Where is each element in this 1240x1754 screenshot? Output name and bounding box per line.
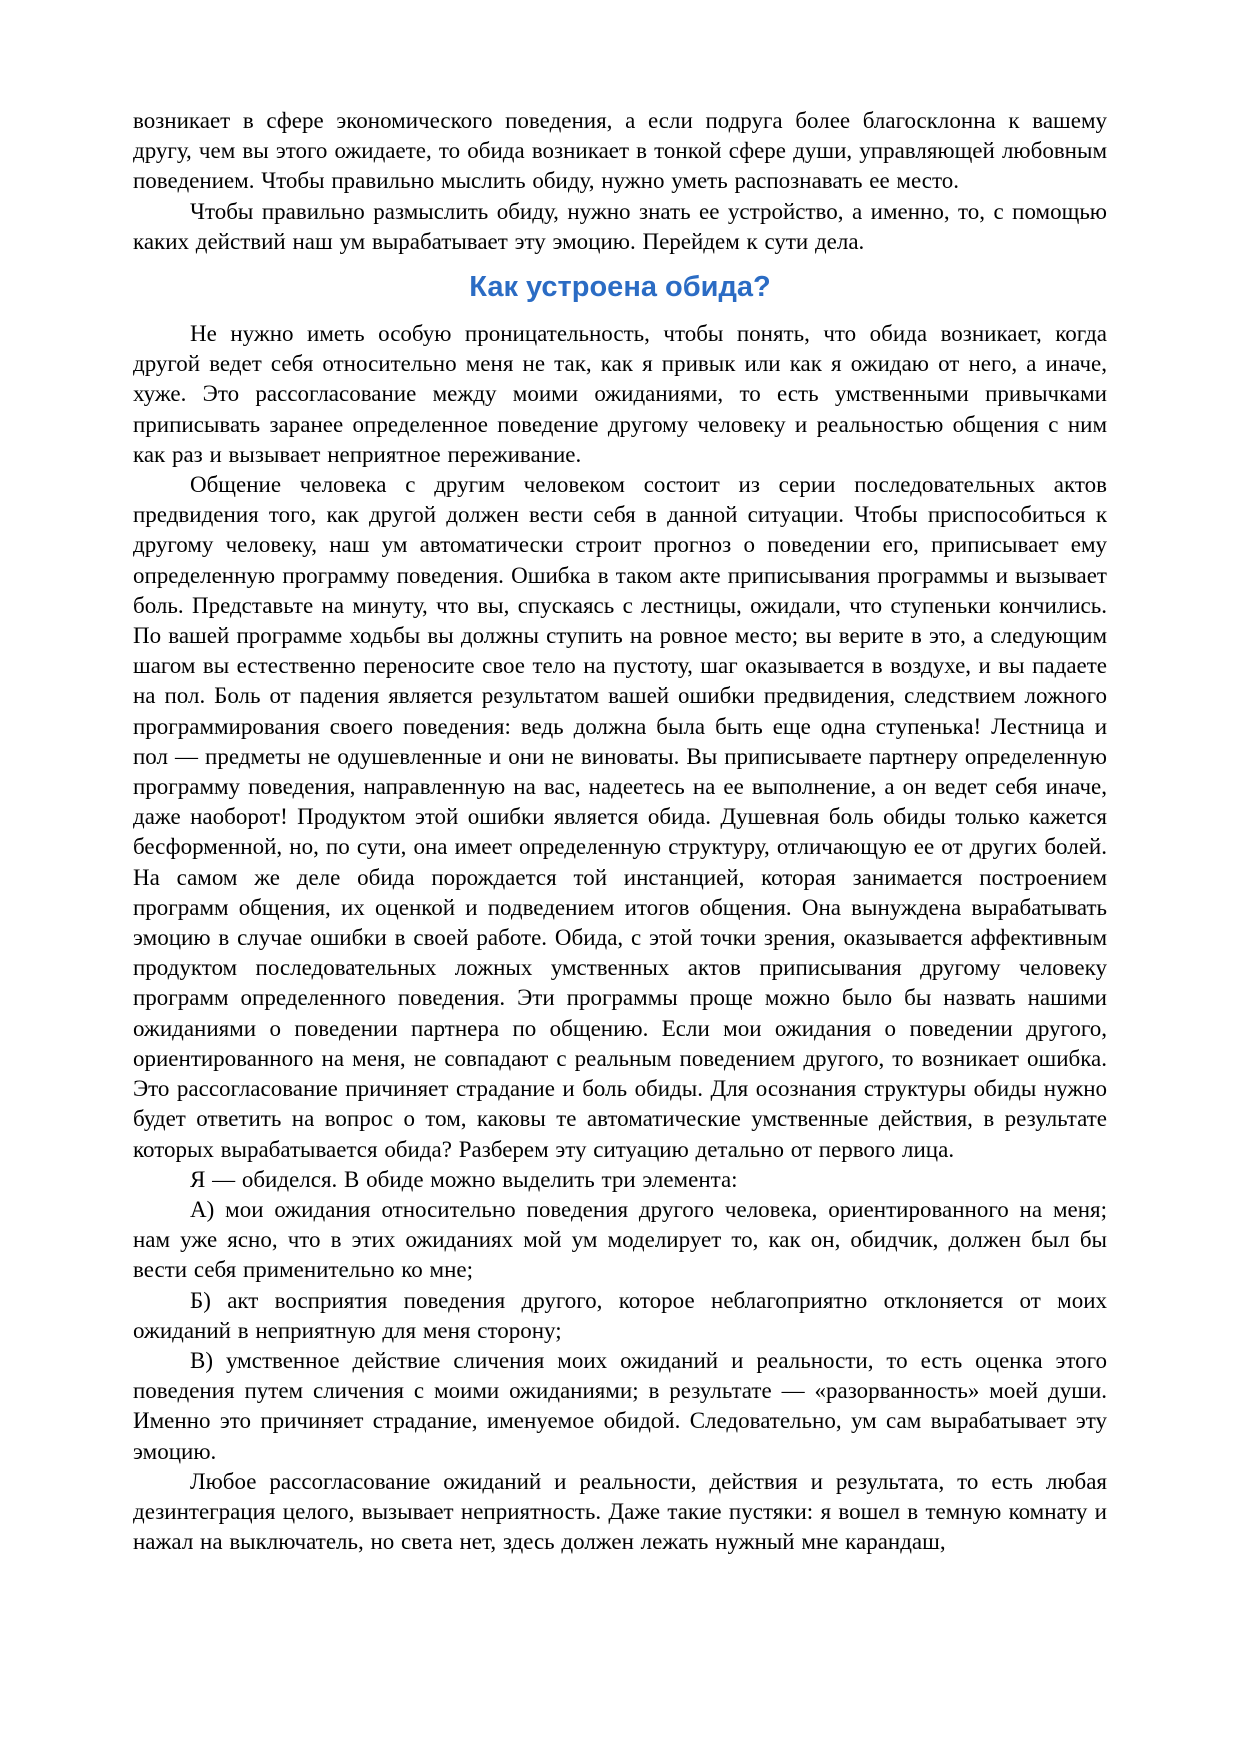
paragraph: Не нужно иметь особую проницательность, чтобы понять, что обида возникает, когда другой ведет себя относительно меня не так, как я привык или как я ожидаю от него, а иначе, хуже. Это рассогласование между моими ожиданиями, то есть умственными привычками приписывать заранее определенное поведение другому человеку и реальностью общения с ним как раз и вызывает неприятное переживание. (133, 321, 1107, 467)
paragraph-continuation: возникает в сфере экономического поведения, а если подруга более благосклонна к вашему другу, чем вы этого ожидаете, то обида возникает в тонкой сфере души, управляющей любовным поведением. Чтобы правильно мыслить обиду, нужно уметь распознавать ее место. (133, 108, 1107, 194)
paragraph: Любое рассогласование ожиданий и реальности, действия и результата, то есть любая дезинтеграция целого, вызывает неприятность. Даже такие пустяки: я вошел в темную комнату и нажал на выключатель, но света нет, здесь должен лежать нужный мне карандаш, (133, 1468, 1107, 1555)
paragraph-item-b: Б) акт восприятия поведения другого, которое неблагоприятно отклоняется от моих ожиданий в неприятную для меня сторону; (133, 1287, 1107, 1343)
paragraph-three-elements-lead: Я — обиделся. В обиде можно выделить три элемента: (190, 1166, 738, 1192)
paragraph: Чтобы правильно размыслить обиду, нужно знать ее устройство, а именно, то, с помощью каких действий наш ум вырабатывает эту эмоцию. Перейдем к сути дела. (133, 198, 1107, 254)
paragraph-item-a: А) мои ожидания относительно поведения другого человека, ориентированного на меня; нам уже ясно, что в этих ожиданиях мой ум моделирует то, как он, обидчик, должен был бы вести себя применительно ко мне; (133, 1196, 1107, 1283)
paragraph-item-v: В) умственное действие сличения моих ожиданий и реальности, то есть оценка этого поведения путем сличения с моими ожиданиями; в результате — «разорванность» моей души. Именно это причиняет страдание, именуемое обидой. Следовательно, ум сам вырабатывает эту эмоцию. (133, 1347, 1107, 1464)
section-heading: Как устроена обида? (469, 271, 771, 304)
paragraph: Общение человека с другим человеком состоит из серии последовательных актов предвидения того, как другой должен вести себя в данной ситуации. Чтобы приспособиться к другому человеку, наш ум автоматически строит прогноз о поведении его, приписывает ему определенную программу поведения. Ошибка в таком акте приписывания программы и вызывает боль. Представьте на минуту, что вы, спускаясь с лестницы, ожидали, что ступеньки кончились. По вашей программе ходьбы вы должны ступить на ровное место; вы верите в это, а следующим шагом вы естественно переносите свое тело на пустоту, шаг оказывается в воздухе, и вы падаете на пол. Боль от падения является результатом вашей ошибки предвидения, следствием ложного программирования своего поведения: ведь должна была быть еще одна ступенька! Лестница и пол — предметы не одушевленные и они не виноваты. Вы приписываете партнеру определенную программу поведения, направленную на вас, надеетесь на ее выполнение, а он ведет себя иначе, даже наоборот! Продуктом этой ошибки является обида. Душевная боль обиды только кажется бесформенной, но, по сути, она имеет определенную структуру, отличающую ее от других болей. На самом же деле обида порождается той инстанцией, которая занимается построением программ общения, их оценкой и подведением итогов общения. Она вынуждена вырабатывать эмоцию в случае ошибки в своей работе. Обида, с этой точки зрения, оказывается аффективным продуктом последовательных ложных умственных актов приписывания другому человеку программ определенного поведения. Эти программы проще можно было бы назвать нашими ожиданиями о поведении партнера по общению. Если мои ожидания о поведении другого, ориентированного на меня, не совпадают с реальным поведением другого, то возникает ошибка. Это рассогласование причиняет страдание и боль обиды. Для осознания структуры обиды нужно будет ответить на вопрос о том, каковы те автоматические умственные действия, в результате которых вырабатывается обида? Разберем эту ситуацию детально от первого лица. (133, 472, 1107, 1162)
